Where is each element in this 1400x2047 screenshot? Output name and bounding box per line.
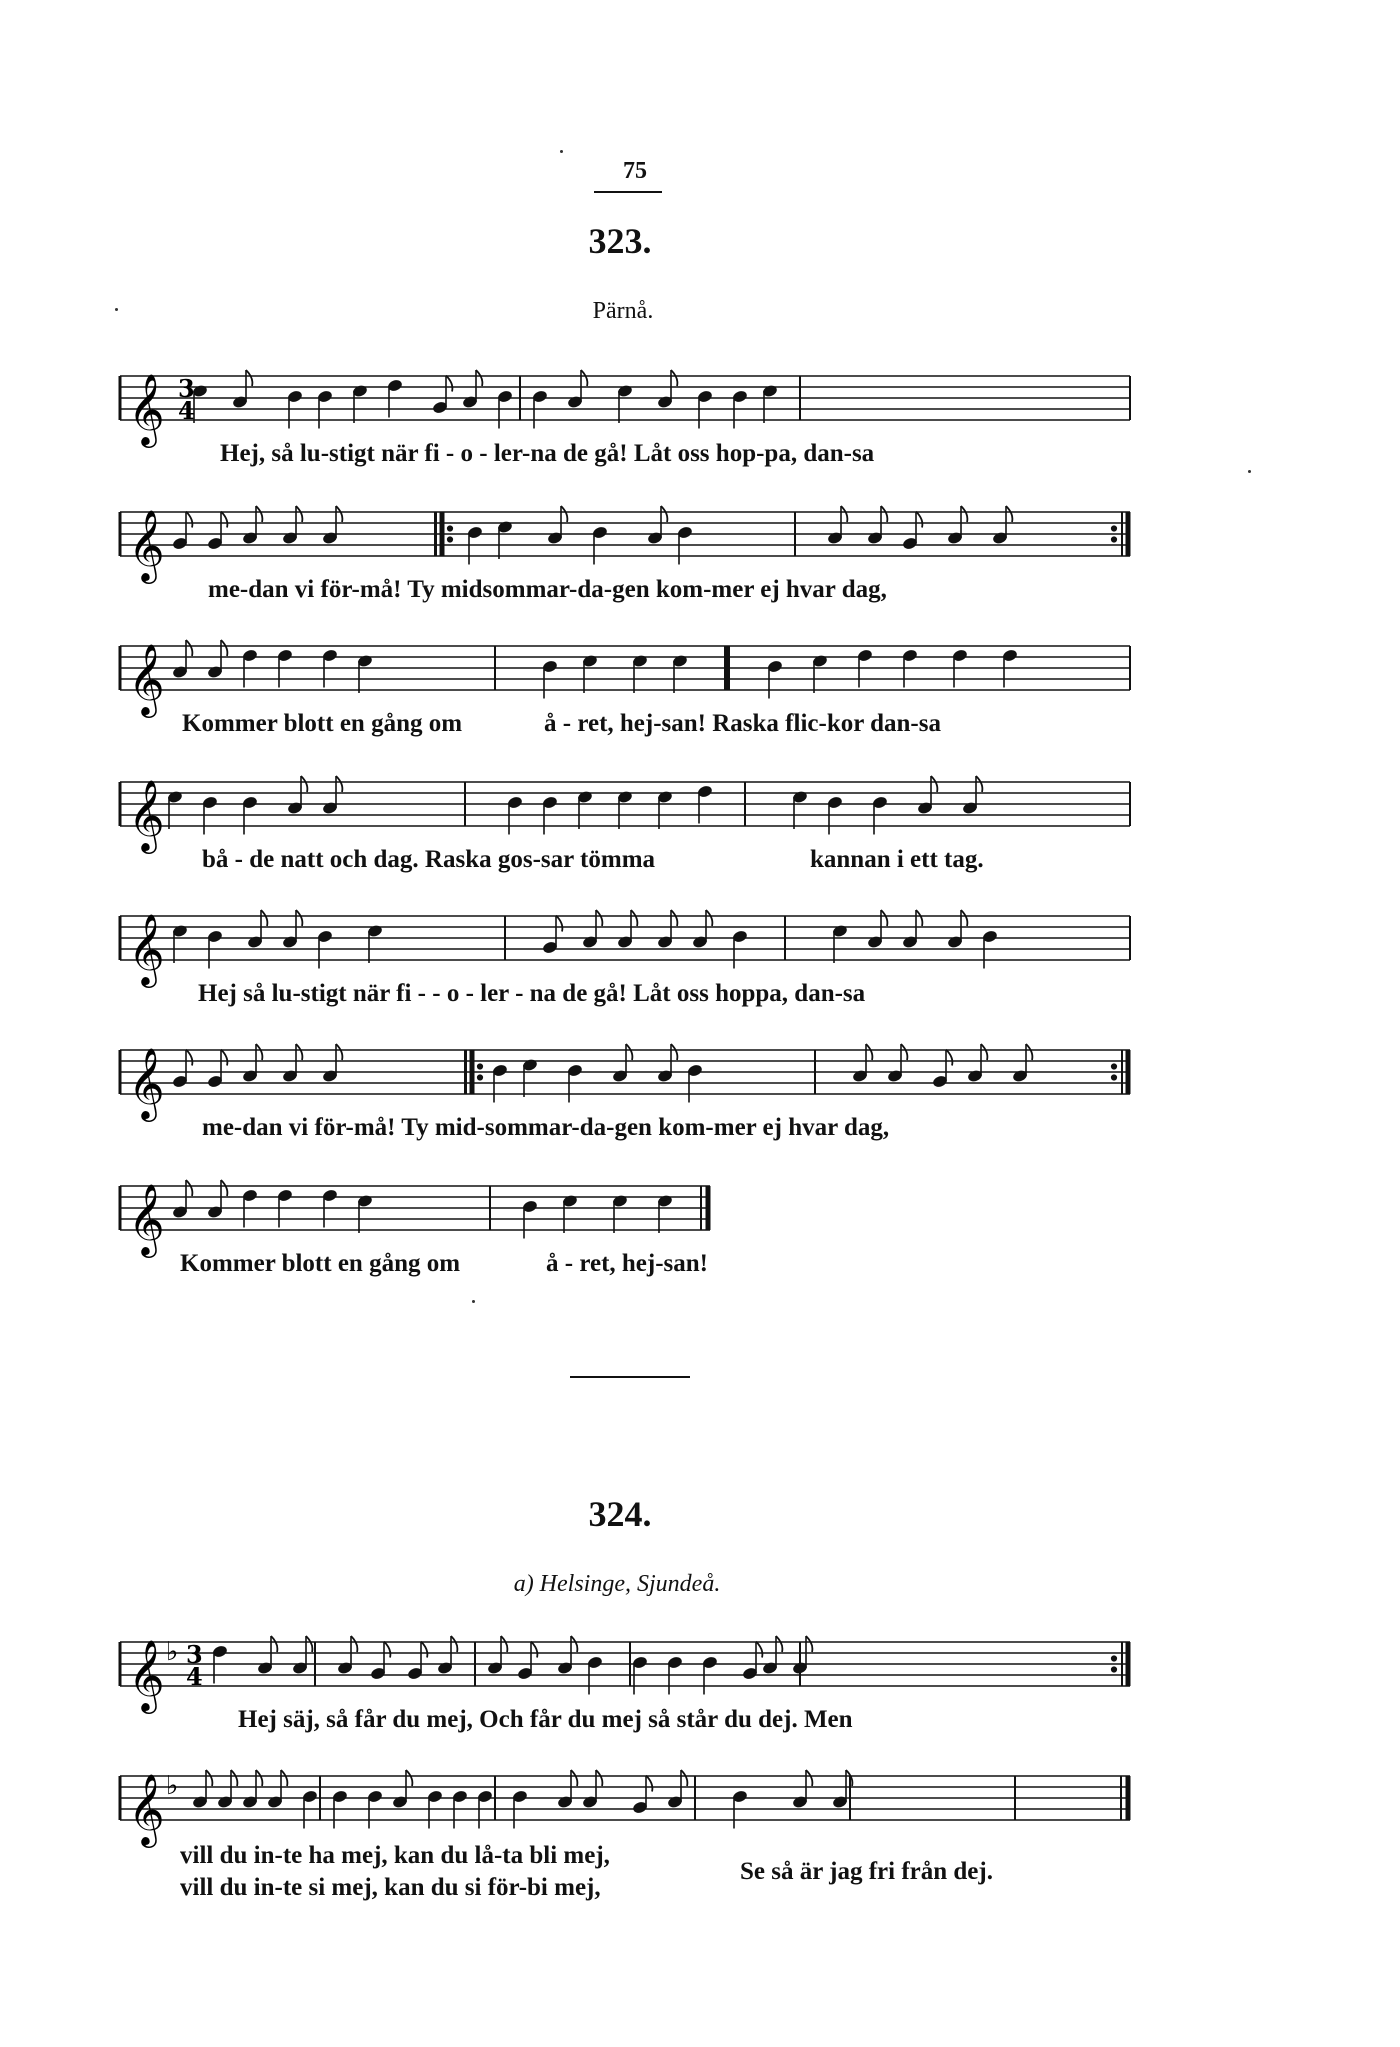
music-system [120,776,1130,876]
lyric-line: Hej, så lu-stigt när fi - o - ler-na de gå! Låt oss hop-pa, dan-sa [220,440,875,467]
time-signature-denominator: 4 [186,1662,203,1691]
lyric-line: å - ret, hej-san! [546,1250,708,1277]
treble-clef-icon: 𝄞 [128,508,165,581]
music-system [120,910,1130,1010]
page-number: 75 [623,158,647,184]
staff-notation [120,1636,1140,1711]
lyric-line: Kommer blott en gång om [180,1250,461,1277]
staff-notation [120,506,1140,581]
lyric-line: Hej så lu-stigt när fi - - o - ler - na de gå! Låt oss hoppa, dan-sa [198,980,866,1007]
music-system [120,370,1130,470]
staff-notation [120,776,1140,851]
music-system [120,506,1130,606]
staff-notation [120,1770,1140,1845]
song-place: a) Helsinge, Sjundeå. [513,1571,721,1597]
treble-clef-icon: 𝄞 [128,372,165,445]
time-signature-numerator: 3 [186,1640,203,1669]
treble-clef-icon: 𝄞 [128,1182,165,1255]
time-signature-numerator: 3 [178,374,195,403]
time-signature-denominator: 4 [178,396,195,425]
lyric-line: Se så är jag fri från dej. [740,1858,993,1885]
lyric-line: bå - de natt och dag. Raska gos-sar tömma [202,846,656,873]
music-system [120,1180,1130,1280]
page-speck [472,1300,475,1303]
page-number-rule [594,191,662,193]
lyric-line: Hej säj, så får du mej, Och får du mej så står du dej. Men [238,1706,853,1733]
lyric-line: me-dan vi för-må! Ty midsommar-da-gen kom-mer ej hvar dag, [208,576,887,603]
treble-clef-icon: 𝄞 [128,1046,165,1119]
music-system [120,640,1130,740]
lyric-line: å - ret, hej-san! Raska flic-kor dan-sa [544,710,941,737]
lyric-line: vill du in-te ha mej, kan du lå-ta bli mej, [180,1842,610,1869]
staff-notation [120,1180,720,1255]
treble-clef-icon: 𝄞 [128,912,165,985]
song-place: Pärnå. [592,298,654,324]
song-number: 323. [588,221,652,261]
page-speck [560,150,563,153]
page-speck [1248,470,1251,473]
lyric-line: kannan i ett tag. [810,846,984,873]
staff-notation [120,640,1140,715]
treble-clef-icon: 𝄞 [128,1638,165,1711]
treble-clef-icon: 𝄞 [128,778,165,851]
lyric-line: me-dan vi för-må! Ty mid-sommar-da-gen kom-mer ej hvar dag, [202,1114,890,1141]
treble-clef-icon: 𝄞 [128,642,165,715]
flat-icon: ♭ [166,1771,179,1801]
music-system [120,1044,1130,1144]
music-system [120,1770,1130,1920]
song-number: 324. [588,1494,652,1534]
staff-notation [120,370,1140,445]
page-speck [115,308,118,311]
flat-icon: ♭ [166,1637,179,1667]
section-divider [570,1376,690,1378]
treble-clef-icon: 𝄞 [128,1772,165,1845]
staff-notation [120,910,1140,985]
music-system [120,1636,1130,1736]
staff-notation [120,1044,1140,1119]
lyric-line: vill du in-te si mej, kan du si för-bi mej, [180,1874,601,1901]
lyric-line: Kommer blott en gång om [182,710,463,737]
